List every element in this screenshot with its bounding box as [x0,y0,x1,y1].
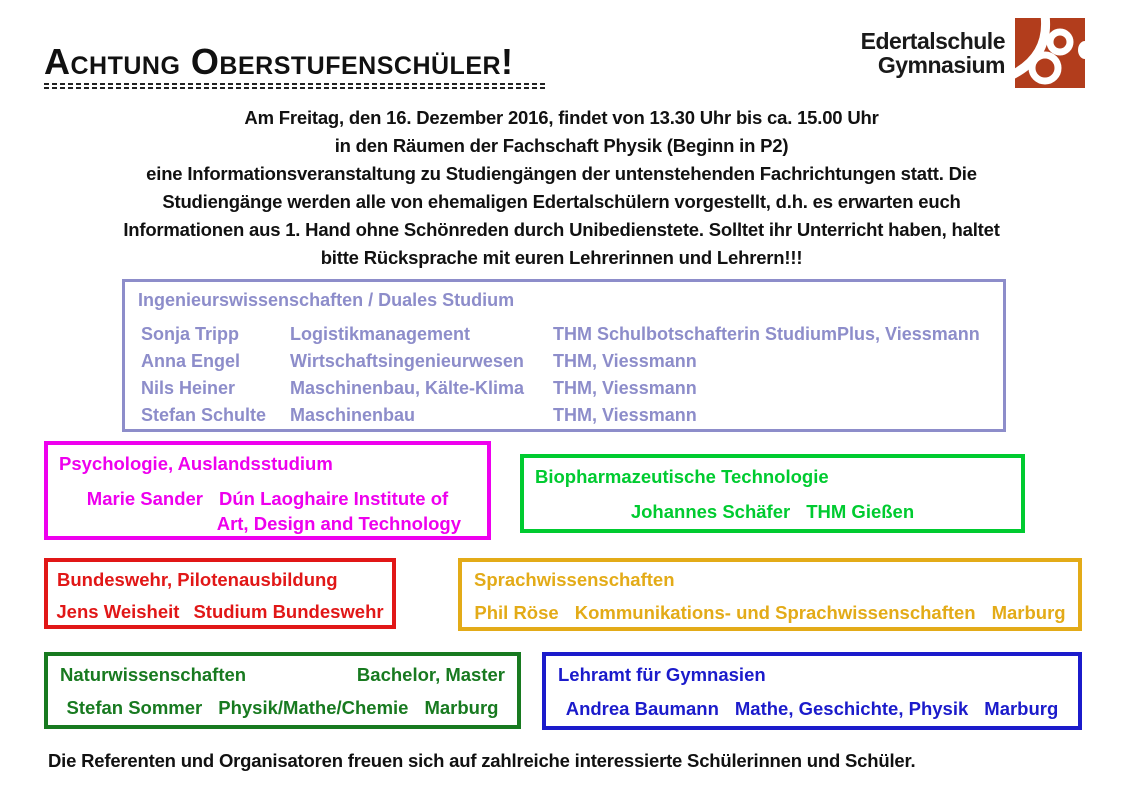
institution: Marburg [984,698,1059,719]
logo-school-name: Edertalschule [860,28,1005,54]
intro-line: bitte Rücksprache mit euren Lehrerinnen und Lehrern!!! [320,247,803,268]
presenter-name: Anna Engel [141,351,241,371]
institution: THM, Viessmann [553,351,697,371]
institution: THM Schulbotschafterin StudiumPlus, Viessmann [553,324,980,344]
presenter-name: Jens Weisheit [56,601,180,622]
presenter-name: Sonja Tripp [141,324,240,344]
logo-school-type: Gymnasium [877,52,1005,78]
table-row [141,375,1003,402]
intro-line: eine Informationsveranstaltung zu Studiengängen der untenstehenden Fachrichtungen statt. Die [146,163,977,184]
degree-label: Bachelor, Master [356,664,505,685]
intro-line: Studiengänge werden alle von ehemaligen Edertalschülern vorgestellt, d.h. es erwarten euch [162,191,961,212]
page-title-block [44,42,546,90]
presenter-line [462,602,1078,624]
box-psychology [44,441,491,540]
institution-continued: Art, Design and Technology [216,513,461,534]
institution: Dún Laoghaire Institute of [218,488,449,509]
institution: THM, Viessmann [553,405,697,425]
box-engineering-title: Ingenieurswissenschaften / Duales Studium [138,290,515,310]
presenter-name: Phil Röse [474,602,559,623]
box-teaching [542,652,1082,730]
study-subject: Logistikmanagement [290,324,471,344]
study-subject: Mathe, Geschichte, Physik [734,698,969,719]
table-row [141,402,1003,429]
box-languages-title: Sprachwissenschaften [474,569,675,590]
box-languages [458,558,1082,631]
study-subject: Maschinenbau [290,405,416,425]
study-subject: Maschinenbau, Kälte-Klima [290,378,525,398]
intro-line: in den Räumen der Fachschaft Physik (Beginn in P2) [334,135,789,156]
study-subject: Physik/Mathe/Chemie [218,697,409,718]
school-logo-text [861,29,1005,77]
box-psychology-title: Psychologie, Auslandsstudium [59,453,333,474]
presenter-name: Johannes Schäfer [630,501,791,522]
presenter-line [48,697,517,719]
institution: Marburg [424,697,499,718]
footer-text: Die Referenten und Organisatoren freuen sich auf zahlreiche interessierte Schülerinnen und Schüler. [48,750,916,771]
study-subject: Studium Bundeswehr [193,601,384,622]
table-row [141,321,1003,348]
box-biopharma [520,454,1025,533]
box-bundeswehr [44,558,396,629]
intro-line: Informationen aus 1. Hand ohne Schönreden durch Unibedienstete. Solltet ihr Unterricht haben, haltet [123,219,1000,240]
school-logo-icon [1015,18,1085,88]
presenter-line [48,601,392,623]
study-subject: Kommunikations- und Sprachwissenschaften [574,602,976,623]
intro-text [0,104,1123,272]
box-science-header [60,664,505,686]
presenter-name: Andrea Baumann [565,698,719,719]
box-teaching-title: Lehramt für Gymnasien [558,664,766,685]
presenter-name: Nils Heiner [141,378,236,398]
institution: THM, Viessmann [553,378,697,398]
title-underline [44,83,546,90]
presenter-name: Marie Sander [86,488,203,509]
presenter-name: Stefan Schulte [141,405,267,425]
school-logo [861,18,1085,88]
page-title: Achtung Oberstufenschüler! [44,41,514,82]
institution: THM Gießen [806,501,915,522]
intro-line: Am Freitag, den 16. Dezember 2016, findet von 13.30 Uhr bis ca. 15.00 Uhr [244,107,879,128]
presenter-line [48,488,487,510]
table-row [141,348,1003,375]
box-biopharma-title: Biopharmazeutische Technologie [535,466,829,487]
box-science [44,652,521,729]
box-science-title: Naturwissenschaften [60,664,247,685]
box-bundeswehr-title: Bundeswehr, Pilotenausbildung [57,569,338,590]
presenter-name: Stefan Sommer [66,697,203,718]
institution: Marburg [991,602,1066,623]
box-engineering [122,279,1006,432]
presenter-line [546,698,1078,720]
presenter-line [524,501,1021,523]
study-subject: Wirtschaftsingenieurwesen [290,351,524,371]
